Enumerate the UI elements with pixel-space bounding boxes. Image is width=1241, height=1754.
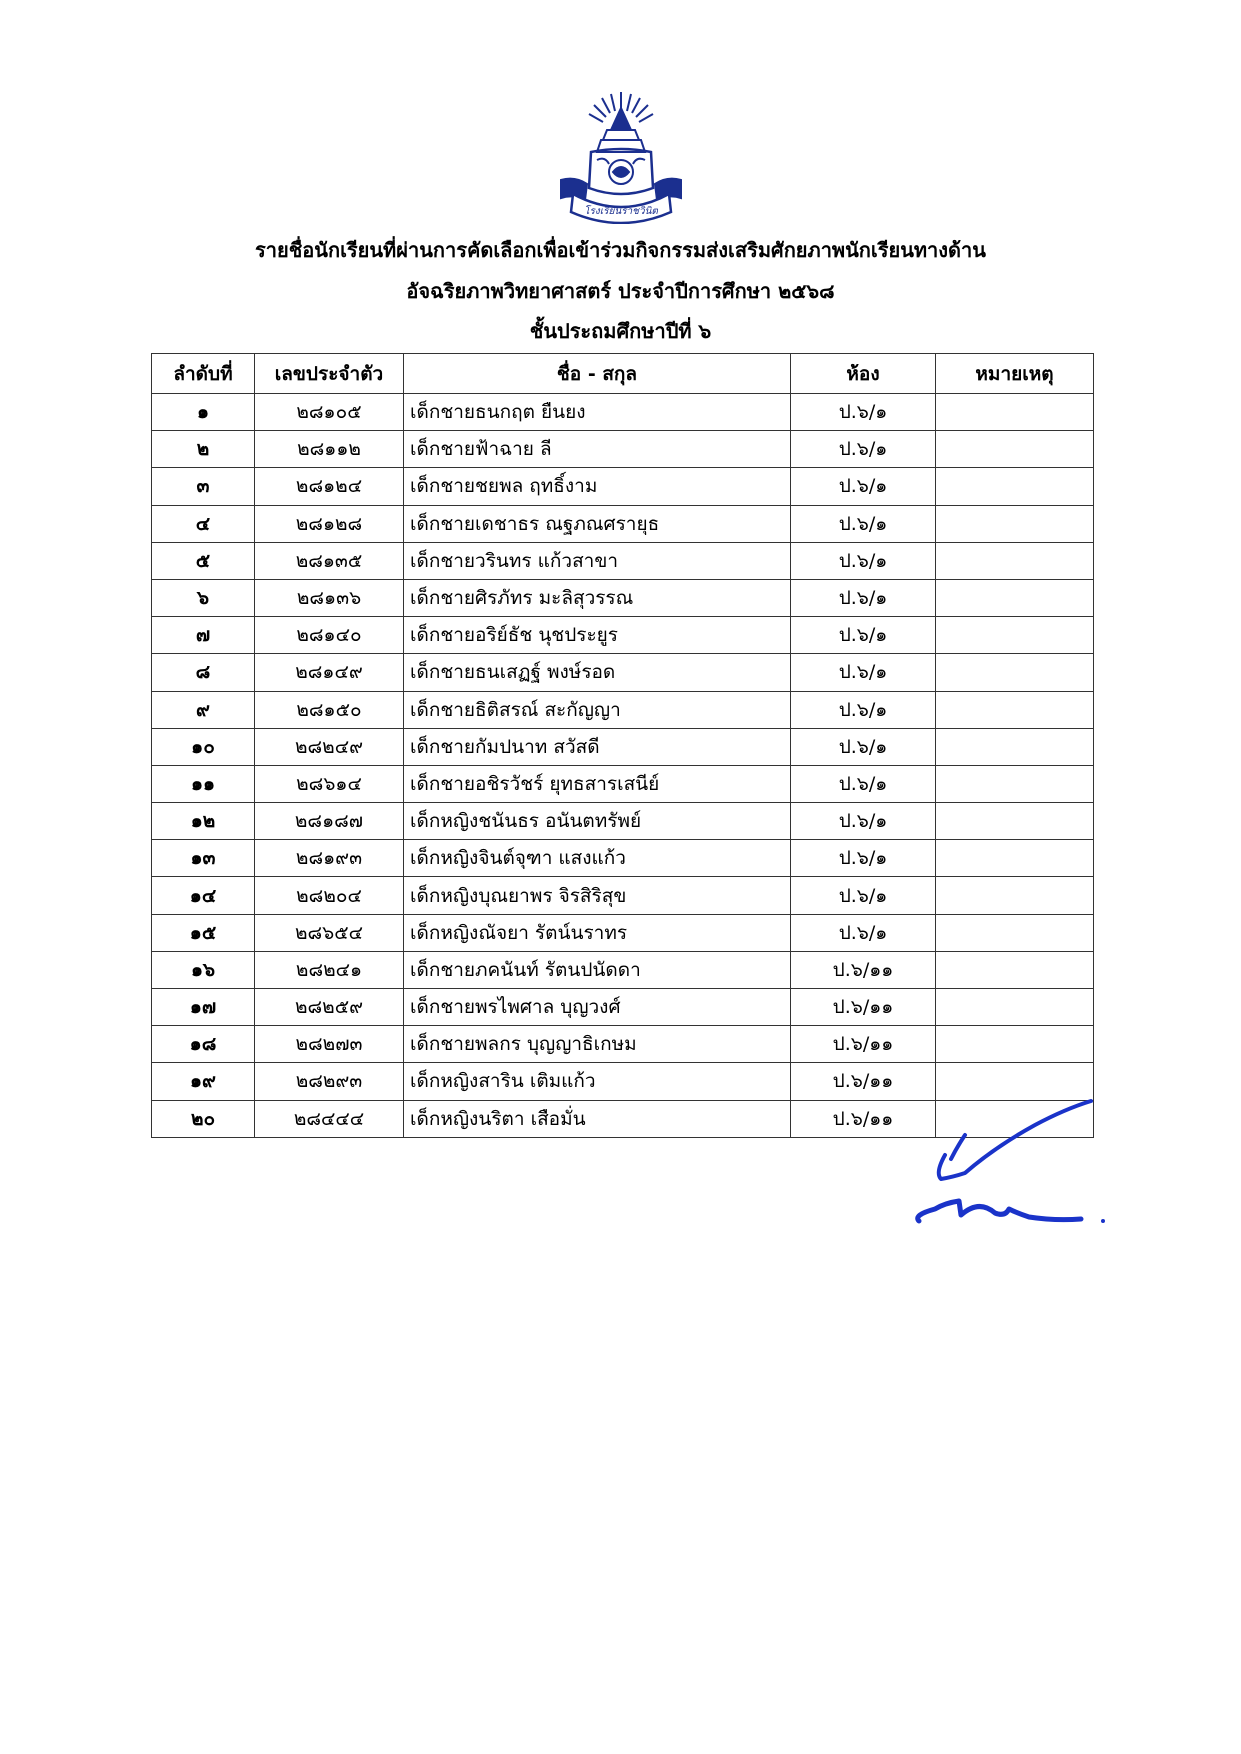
cell-name: เด็กชายธนกฤต ยืนยง [404,394,791,431]
cell-student-id: ๒๘๑๓๖ [255,579,404,616]
cell-name: เด็กชายพรไพศาล บุญวงศ์ [404,989,791,1026]
table-row [152,728,1094,765]
cell-name: เด็กหญิงบุณยาพร จิรสิริสุข [404,877,791,914]
cell-remark [936,914,1094,951]
cell-order: ๕ [152,542,255,579]
table-row [152,877,1094,914]
cell-remark [936,542,1094,579]
cell-name: เด็กชายธิติสรณ์ สะกัญญา [404,691,791,728]
table-row [152,840,1094,877]
cell-student-id: ๒๘๒๗๓ [255,1026,404,1063]
table-row [152,617,1094,654]
cell-name: เด็กชายฟ้าฉาย ลี [404,431,791,468]
cell-order: ๑๙ [152,1063,255,1100]
cell-name: เด็กชายชยพล ฤทธิ์งาม [404,468,791,505]
document-title-line-2: อัจฉริยภาพวิทยาศาสตร์ ประจำปีการศึกษา ๒๕๖๘ [406,279,835,303]
cell-remark [936,431,1094,468]
cell-name: เด็กชายเดชาธร ณฐภณศรายุธ [404,505,791,542]
cell-student-id: ๒๘๒๐๔ [255,877,404,914]
school-emblem-logo [555,88,687,224]
cell-student-id: ๒๘๖๕๔ [255,914,404,951]
cell-remark [936,468,1094,505]
header-room: ห้อง [791,354,936,394]
cell-name: เด็กชายอริย์ธัช นุชประยูร [404,617,791,654]
cell-student-id: ๒๘๑๑๒ [255,431,404,468]
document-title-line-1: รายชื่อนักเรียนที่ผ่านการคัดเลือกเพื่อเข้าร่วมกิจกรรมส่งเสริมศักยภาพนักเรียนทางด้าน [255,238,986,262]
cell-name: เด็กชายภคนันท์ รัตนปนัดดา [404,951,791,988]
cell-order: ๑๘ [152,1026,255,1063]
cell-name: เด็กหญิงชนันธร อนันตทรัพย์ [404,803,791,840]
header-remark: หมายเหตุ [936,354,1094,394]
cell-room: ป.๖/๑ [791,765,936,802]
cell-student-id: ๒๘๒๙๓ [255,1063,404,1100]
table-header-row [152,354,1094,394]
cell-room: ป.๖/๑ [791,691,936,728]
cell-name: เด็กชายกัมปนาท สวัสดี [404,728,791,765]
cell-order: ๑๓ [152,840,255,877]
cell-student-id: ๒๘๑๔๐ [255,617,404,654]
cell-order: ๑ [152,394,255,431]
table-row [152,1026,1094,1063]
cell-student-id: ๒๘๑๒๔ [255,468,404,505]
cell-room: ป.๖/๑๑ [791,989,936,1026]
cell-order: ๖ [152,579,255,616]
cell-name: เด็กชายพลกร บุญญาธิเกษม [404,1026,791,1063]
cell-student-id: ๒๘๖๑๔ [255,765,404,802]
cell-room: ป.๖/๑ [791,654,936,691]
table-row [152,803,1094,840]
table-row [152,765,1094,802]
cell-remark [936,691,1094,728]
cell-name: เด็กชายวรินทร แก้วสาขา [404,542,791,579]
cell-student-id: ๒๘๑๔๙ [255,654,404,691]
cell-order: ๒๐ [152,1100,255,1137]
cell-order: ๓ [152,468,255,505]
cell-order: ๑๒ [152,803,255,840]
cell-room: ป.๖/๑ [791,431,936,468]
cell-order: ๔ [152,505,255,542]
cell-room: ป.๖/๑ [791,914,936,951]
table-row [152,505,1094,542]
cell-remark [936,840,1094,877]
cell-remark [936,654,1094,691]
cell-name: เด็กหญิงณัจยา รัตน์นราทร [404,914,791,951]
cell-room: ป.๖/๑๑ [791,1100,936,1137]
cell-remark [936,951,1094,988]
cell-remark [936,989,1094,1026]
cell-room: ป.๖/๑ [791,542,936,579]
cell-order: ๒ [152,431,255,468]
cell-remark [936,728,1094,765]
cell-name: เด็กหญิงสาริน เติมแก้ว [404,1063,791,1100]
cell-room: ป.๖/๑ [791,877,936,914]
table-row [152,431,1094,468]
table-row [152,394,1094,431]
cell-name: เด็กหญิงจินต์จุฑา แสงแก้ว [404,840,791,877]
cell-name: เด็กชายศิรภัทร มะลิสุวรรณ [404,579,791,616]
cell-student-id: ๒๘๒๔๙ [255,728,404,765]
cell-student-id: ๒๘๑๙๓ [255,840,404,877]
cell-room: ป.๖/๑ [791,728,936,765]
cell-remark [936,877,1094,914]
cell-student-id: ๒๘๑๘๗ [255,803,404,840]
cell-room: ป.๖/๑ [791,803,936,840]
table-row [152,468,1094,505]
grade-level-title: ชั้นประถมศึกษาปีที่ ๖ [529,319,712,343]
table-row [152,989,1094,1026]
table-row [152,542,1094,579]
cell-student-id: ๒๘๑๕๐ [255,691,404,728]
cell-student-id: ๒๘๑๒๘ [255,505,404,542]
cell-order: ๑๕ [152,914,255,951]
cell-name: เด็กชายธนเสฏฐ์ พงษ์รอด [404,654,791,691]
cell-remark [936,505,1094,542]
cell-room: ป.๖/๑ [791,617,936,654]
cell-order: ๑๔ [152,877,255,914]
cell-student-id: ๒๘๒๕๙ [255,989,404,1026]
cell-student-id: ๒๘๑๓๕ [255,542,404,579]
cell-name: เด็กหญิงนริตา เสือมั่น [404,1100,791,1137]
cell-room: ป.๖/๑ [791,468,936,505]
header-student-id: เลขประจำตัว [255,354,404,394]
cell-student-id: ๒๘๔๔๔ [255,1100,404,1137]
header-order: ลำดับที่ [152,354,255,394]
cell-room: ป.๖/๑ [791,579,936,616]
cell-order: ๙ [152,691,255,728]
table-row [152,654,1094,691]
cell-remark [936,1026,1094,1063]
header-name: ชื่อ - สกุล [404,354,791,394]
cell-student-id: ๒๘๑๐๕ [255,394,404,431]
cell-remark [936,765,1094,802]
cell-order: ๑๐ [152,728,255,765]
table-row [152,579,1094,616]
emblem-motto: โรงเรียนราชวินิต [584,206,658,217]
cell-remark [936,579,1094,616]
cell-room: ป.๖/๑๑ [791,951,936,988]
signature-mark [905,1095,1125,1235]
cell-order: ๑๗ [152,989,255,1026]
cell-order: ๗ [152,617,255,654]
cell-room: ป.๖/๑ [791,394,936,431]
table-row [152,914,1094,951]
cell-remark [936,394,1094,431]
cell-remark [936,803,1094,840]
table-row [152,691,1094,728]
cell-room: ป.๖/๑๑ [791,1063,936,1100]
cell-order: ๘ [152,654,255,691]
student-roster-table [151,353,1094,1138]
cell-order: ๑๑ [152,765,255,802]
cell-room: ป.๖/๑ [791,505,936,542]
cell-student-id: ๒๘๒๔๑ [255,951,404,988]
cell-room: ป.๖/๑ [791,840,936,877]
cell-room: ป.๖/๑๑ [791,1026,936,1063]
cell-name: เด็กชายอชิรวัชร์ ยุทธสารเสนีย์ [404,765,791,802]
cell-order: ๑๖ [152,951,255,988]
table-row [152,951,1094,988]
cell-remark [936,617,1094,654]
